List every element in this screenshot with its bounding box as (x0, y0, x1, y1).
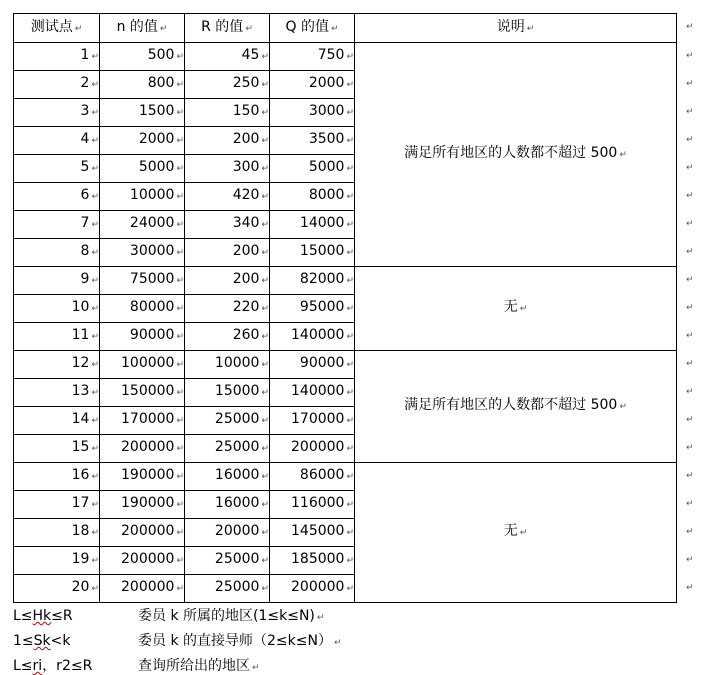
q-value-cell: 15000 ↵ (270, 239, 355, 267)
description-cell: 满足所有地区的人数都不超过 500 ↵ (355, 43, 677, 267)
q-value-cell: 90000 ↵ (270, 351, 355, 379)
test-point-cell: 20 ↵ (14, 575, 100, 603)
note-description: 委员 k 的直接导师（2≤k≤N） (138, 633, 332, 649)
r-value-cell: 260 ↵ (185, 323, 270, 351)
q-value-cell: 200000 ↵ (270, 435, 355, 463)
r-value-cell: 16000 ↵ (185, 463, 270, 491)
header-q-value: Q 的值 ↵ (270, 14, 355, 43)
test-point-cell: 12 ↵ (14, 351, 100, 379)
n-value-cell: 5000 ↵ (100, 155, 185, 183)
r-value-cell: 10000 ↵ (185, 351, 270, 379)
r-value-cell: 25000 ↵ (185, 547, 270, 575)
q-value-cell: 3500 ↵ (270, 127, 355, 155)
row-end-mark: ↵ (686, 554, 694, 565)
n-value-cell: 800 ↵ (100, 71, 185, 99)
q-value-cell: 185000 ↵ (270, 547, 355, 575)
n-value-cell: 170000 ↵ (100, 407, 185, 435)
n-value-cell: 500 ↵ (100, 43, 185, 71)
table-row (14, 351, 677, 379)
note-symbol: L≤Hk≤R (13, 608, 73, 624)
n-value-cell: 200000 ↵ (100, 435, 185, 463)
n-value-cell: 24000 ↵ (100, 211, 185, 239)
row-end-mark: ↵ (686, 498, 694, 509)
q-value-cell: 95000 ↵ (270, 295, 355, 323)
n-value-cell: 75000 ↵ (100, 267, 185, 295)
test-data-table (13, 13, 677, 603)
test-point-cell: 3 ↵ (14, 99, 100, 127)
q-value-cell: 82000 ↵ (270, 267, 355, 295)
r-value-cell: 200 ↵ (185, 239, 270, 267)
constraint-note (13, 655, 260, 675)
q-value-cell: 86000 ↵ (270, 463, 355, 491)
note-description: 查询所给出的地区 (138, 658, 250, 674)
q-value-cell: 116000 ↵ (270, 491, 355, 519)
paragraph-mark: ↵ (333, 638, 342, 648)
q-value-cell: 200000 ↵ (270, 575, 355, 603)
q-value-cell: 3000 ↵ (270, 99, 355, 127)
header-description: 说明 ↵ (355, 14, 677, 43)
row-end-mark: ↵ (686, 190, 694, 201)
r-value-cell: 20000 ↵ (185, 519, 270, 547)
description-cell: 满足所有地区的人数都不超过 500 ↵ (355, 351, 677, 463)
header-n-value: n 的值 ↵ (100, 14, 185, 43)
n-value-cell: 200000 ↵ (100, 547, 185, 575)
test-point-cell: 8 ↵ (14, 239, 100, 267)
table-header-row (14, 14, 677, 43)
test-point-cell: 17 ↵ (14, 491, 100, 519)
row-end-mark: ↵ (686, 134, 694, 145)
constraint-note (13, 630, 342, 650)
row-end-mark: ↵ (686, 50, 694, 61)
r-value-cell: 45 ↵ (185, 43, 270, 71)
r-value-cell: 25000 ↵ (185, 575, 270, 603)
header-test-point: 测试点 ↵ (14, 14, 100, 43)
n-value-cell: 100000 ↵ (100, 351, 185, 379)
table-row (14, 43, 677, 71)
test-point-cell: 15 ↵ (14, 435, 100, 463)
table-row (14, 267, 677, 295)
r-value-cell: 340 ↵ (185, 211, 270, 239)
q-value-cell: 8000 ↵ (270, 183, 355, 211)
n-value-cell: 90000 ↵ (100, 323, 185, 351)
row-end-mark: ↵ (686, 106, 694, 117)
header-r-value: R 的值 ↵ (185, 14, 270, 43)
q-value-cell: 5000 ↵ (270, 155, 355, 183)
test-point-cell: 14 ↵ (14, 407, 100, 435)
row-end-mark: ↵ (686, 78, 694, 89)
row-end-mark: ↵ (686, 330, 694, 341)
row-end-mark: ↵ (686, 526, 694, 537)
row-end-mark: ↵ (686, 218, 694, 229)
note-symbol: L≤ri，r2≤R (13, 658, 93, 674)
row-end-mark: ↵ (686, 442, 694, 453)
row-end-mark: ↵ (686, 470, 694, 481)
table-body (14, 43, 677, 603)
n-value-cell: 190000 ↵ (100, 491, 185, 519)
row-end-mark: ↵ (686, 22, 694, 32)
q-value-cell: 140000 ↵ (270, 379, 355, 407)
row-end-mark: ↵ (686, 414, 694, 425)
r-value-cell: 15000 ↵ (185, 379, 270, 407)
test-point-cell: 19 ↵ (14, 547, 100, 575)
n-value-cell: 150000 ↵ (100, 379, 185, 407)
q-value-cell: 145000 ↵ (270, 519, 355, 547)
q-value-cell: 14000 ↵ (270, 211, 355, 239)
n-value-cell: 190000 ↵ (100, 463, 185, 491)
row-end-mark: ↵ (686, 386, 694, 397)
r-value-cell: 220 ↵ (185, 295, 270, 323)
n-value-cell: 80000 ↵ (100, 295, 185, 323)
test-point-cell: 2 ↵ (14, 71, 100, 99)
q-value-cell: 2000 ↵ (270, 71, 355, 99)
constraint-note (13, 605, 324, 625)
test-point-cell: 11 ↵ (14, 323, 100, 351)
r-value-cell: 250 ↵ (185, 71, 270, 99)
n-value-cell: 1500 ↵ (100, 99, 185, 127)
r-value-cell: 25000 ↵ (185, 407, 270, 435)
note-symbol: 1≤Sk<k (13, 633, 71, 649)
r-value-cell: 200 ↵ (185, 127, 270, 155)
table-row (14, 463, 677, 491)
test-point-cell: 9 ↵ (14, 267, 100, 295)
description-cell: 无 ↵ (355, 267, 677, 351)
n-value-cell: 10000 ↵ (100, 183, 185, 211)
test-point-cell: 1 ↵ (14, 43, 100, 71)
description-cell: 无 ↵ (355, 463, 677, 603)
test-point-cell: 6 ↵ (14, 183, 100, 211)
r-value-cell: 16000 ↵ (185, 491, 270, 519)
r-value-cell: 200 ↵ (185, 267, 270, 295)
note-description: 委员 k 所属的地区(1≤k≤N) (138, 608, 315, 624)
n-value-cell: 2000 ↵ (100, 127, 185, 155)
test-point-cell: 13 ↵ (14, 379, 100, 407)
paragraph-mark: ↵ (316, 613, 325, 623)
q-value-cell: 170000 ↵ (270, 407, 355, 435)
r-value-cell: 150 ↵ (185, 99, 270, 127)
test-point-cell: 5 ↵ (14, 155, 100, 183)
row-end-mark: ↵ (686, 162, 694, 173)
row-end-mark: ↵ (686, 582, 694, 593)
test-point-cell: 10 ↵ (14, 295, 100, 323)
r-value-cell: 300 ↵ (185, 155, 270, 183)
row-end-mark: ↵ (686, 358, 694, 369)
q-value-cell: 750 ↵ (270, 43, 355, 71)
n-value-cell: 200000 ↵ (100, 519, 185, 547)
q-value-cell: 140000 ↵ (270, 323, 355, 351)
n-value-cell: 30000 ↵ (100, 239, 185, 267)
row-end-mark: ↵ (686, 274, 694, 285)
n-value-cell: 200000 ↵ (100, 575, 185, 603)
r-value-cell: 25000 ↵ (185, 435, 270, 463)
test-point-cell: 4 ↵ (14, 127, 100, 155)
r-value-cell: 420 ↵ (185, 183, 270, 211)
row-end-mark: ↵ (686, 302, 694, 313)
test-point-cell: 18 ↵ (14, 519, 100, 547)
row-end-mark: ↵ (686, 246, 694, 257)
test-point-cell: 7 ↵ (14, 211, 100, 239)
test-point-cell: 16 ↵ (14, 463, 100, 491)
paragraph-mark: ↵ (252, 663, 260, 673)
